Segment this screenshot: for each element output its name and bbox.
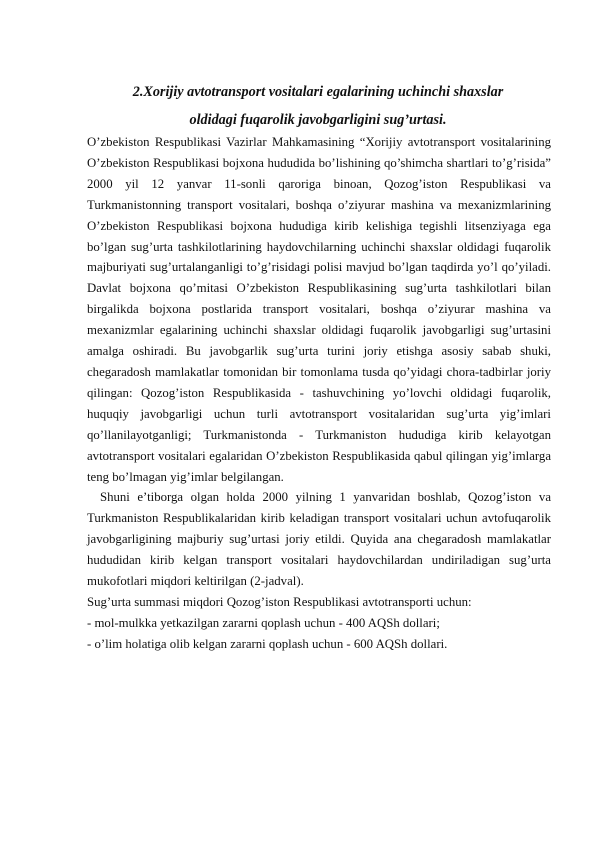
- property-damage-line: - mol-mulkka yetkazilgan zararni qoplash uchun - 400 AQSh dollari;: [87, 615, 440, 630]
- insured-sum-line: Sug’urta summasi miqdori Qozog’iston Respublikasi avtotransporti uchun:: [87, 594, 472, 609]
- document-body: [87, 132, 551, 655]
- paragraph-insurance-introduction: Shuni e’tiborga olgan holda 2000 yilning 1 yanvaridan boshlab, Qozog’iston va Turkmaniston Respublikalaridan kirib keladigan transport vositalari uchun avtofuqarolik javobgarligining majburiy sug’urtasi joriy etildi. Quyida ana chegaradosh mamlakatlar hududidan kirib kelgan transport vositalari haydovchilardan undiriladigan sug’urta mukofotlari miqdori keltirilgan (2-jadval).: [87, 490, 551, 589]
- death-damage-line: - o’lim holatiga olib kelgan zararni qoplash uchun - 600 AQSh dollari.: [87, 636, 448, 651]
- section-heading-line-2: oldidagi fuqarolik javobgarligini sug’urtasi.: [189, 112, 447, 128]
- section-heading-line-1: 2.Xorijiy avtotransport vositalari egalarining uchinchi shaxslar: [132, 84, 504, 100]
- paragraph-decree: O’zbekiston Respublikasi Vazirlar Mahkamasining “Xorijiy avtotransport vositalarining O’zbekiston Respublikasi bojxona hududida bo’lishining qo’shimcha shartlari to’g’risida” 2000 yil 12 yanvar 11-sonli qaroriga binoan, Qozog’iston Respublikasi va Turkmanistonning transport vositalari, boshqa o’ziyurar mashina va mexanizmlarining O’zbekiston Respublikasi bojxona hududiga kirib kelishiga tegishli litsenziyaga ega bo’lgan sug’urta tashkilotlarining haydovchilarning uchinchi shaxslar oldidagi fuqarolik majburiyati sug’urtalanganligi to’g’risidagi polisi mavjud bo’lgan taqdirda yo’l qo’yiladi. Davlat bojxona qo’mitasi O’zbekiston Respublikasining sug’urta tashkilotlari bilan birgalikda bojxona postlarida transport vositalari, boshqa o’ziyurar mashina va mexanizmlar egalarining uchinchi shaxslar oldidagi fuqarolik javobgarligi sug’urtasini amalga oshiradi. Bu javobgarlik sug’urta turini joriy etishga asosiy sabab shuki, chegaradosh mamlakatlar tomonidan bir tomonlama tusda qo’yidagi chora-tadbirlar joriy qilingan: Qozog’iston Respublikasida - tashuvchining yo’lovchi oldidagi fuqarolik, huquqiy javobgarligi uchun turli avtotransport vositalaridan sug’urta yig’imlari qo’llanilayotganligi; Turkmanistonda - Turkmaniston hududiga kirib kelayotgan avtotransport vositalari egalaridan O’zbekiston Respublikasida qabul qilingan yig’imlarga teng bo’lmagan yig’imlar belgilangan.: [87, 135, 551, 484]
